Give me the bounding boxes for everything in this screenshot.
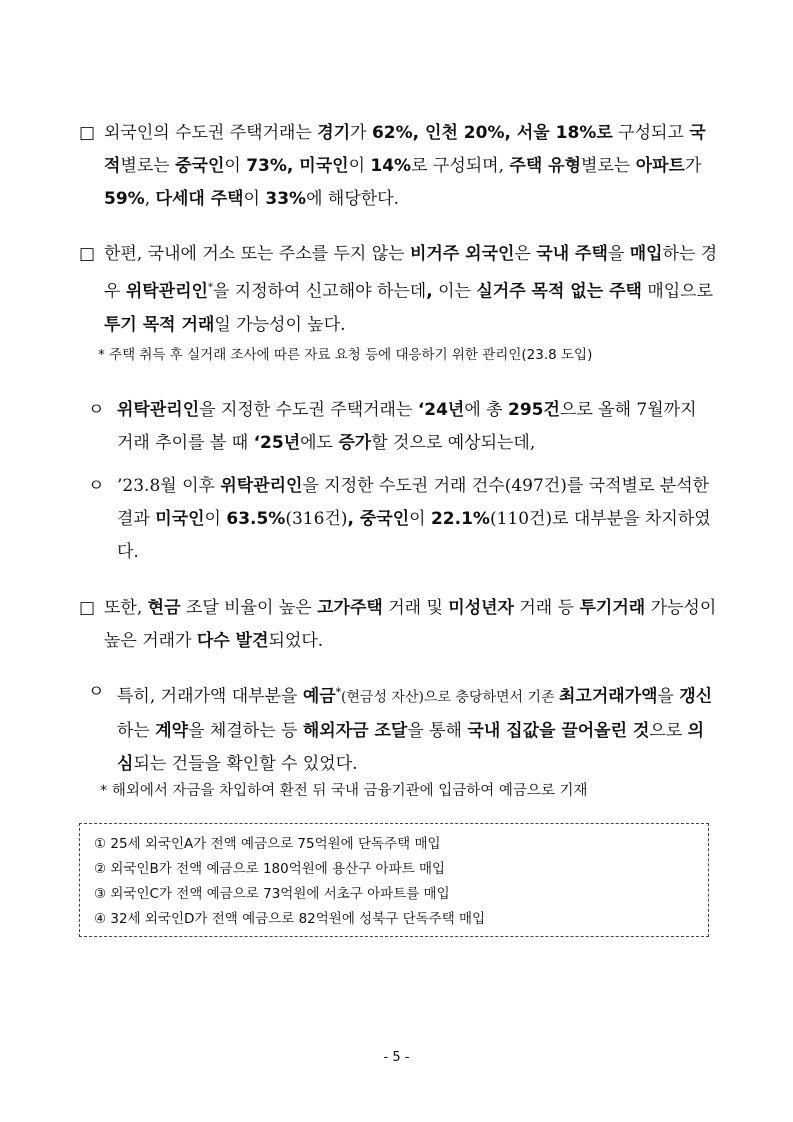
circle-bullet: ㅇ [88, 682, 105, 702]
footnote-asterisk: * [335, 687, 341, 698]
case-item: ① 25세 외국인A가 전액 예금으로 75억원에 단독주택 매입 [94, 836, 441, 852]
case-item: ③ 외국인C가 전액 예금으로 73억원에 서초구 아파트를 매입 [94, 886, 450, 902]
page-number: - 5 - [383, 1050, 410, 1065]
footnote-asterisk: * [207, 282, 213, 293]
paragraph-trustee-nationality: ㅇ ’23.8월 이후 위탁관리인을 지정한 수도권 거래 건수(497건)를 국적별로 분석한 결과 미국인이 63.5%(316건), 중국인이 22.1%(110건)로 대부분을 차지하였다. [117, 470, 718, 569]
paragraph-deposit-funding: ㅇ 특히, 거래가액 대부분을 예금*(현금성 자산)으로 충당하면서 기존 최고거래가액을 갱신하는 계약을 체결하는 등 해외자금 조달을 통해 국내 집값을 끌어올린 것으로 의심되는 건들을 확인할 수 있었다. [117, 676, 718, 781]
paragraph-non-resident-foreigners: □ 한편, 국내에 거소 또는 주소를 두지 않는 비거주 외국인은 국내 주택을 매입하는 경우 위탁관리인*을 지정하여 신고해야 하는데, 이는 실거주 목적 없는 주택 매입으로 투기 목적 거래일 가능성이 높다. [104, 238, 718, 342]
paragraph-nationality-stats: □ 외국인의 수도권 주택거래는 경기가 62%, 인천 20%, 서울 18%로 구성되고 국적별로는 중국인이 73%, 미국인이 14%로 구성되며, 주택 유형별로는 아파트가 59%, 다세대 주택이 33%에 해당한다. [104, 117, 718, 216]
paragraph-speculative-deals: □ 또한, 현금 조달 비율이 높은 고가주택 거래 및 미성년자 거래 등 투기거래 가능성이 높은 거래가 다수 발견되었다. [104, 592, 718, 658]
case-item: ② 외국인B가 전액 예금으로 180억원에 용산구 아파트 매입 [94, 861, 446, 877]
square-bullet: □ [79, 244, 96, 264]
footnote-trustee: * 주택 취득 후 실거래 조사에 따른 자료 요청 등에 대응하기 위한 관리인(23.8 도입) [98, 347, 593, 363]
paragraph-trustee-trend: ㅇ 위탁관리인을 지정한 수도권 주택거래는 ‘24년에 총 295건으로 올해 7월까지 거래 추이를 볼 때 ‘25년에도 증가할 것으로 예상되는데, [117, 394, 718, 460]
square-bullet: □ [79, 123, 96, 143]
circle-bullet: ㅇ [88, 400, 105, 420]
case-examples-box [79, 823, 709, 937]
footnote-deposit: * 해외에서 자금을 차입하여 환전 뒤 국내 금융기관에 입금하여 예금으로 기재 [100, 783, 588, 799]
case-item: ④ 32세 외국인D가 전액 예금으로 82억원에 성북구 단독주택 매입 [94, 911, 486, 927]
circle-bullet: ㅇ [88, 476, 105, 496]
square-bullet: □ [79, 598, 96, 618]
